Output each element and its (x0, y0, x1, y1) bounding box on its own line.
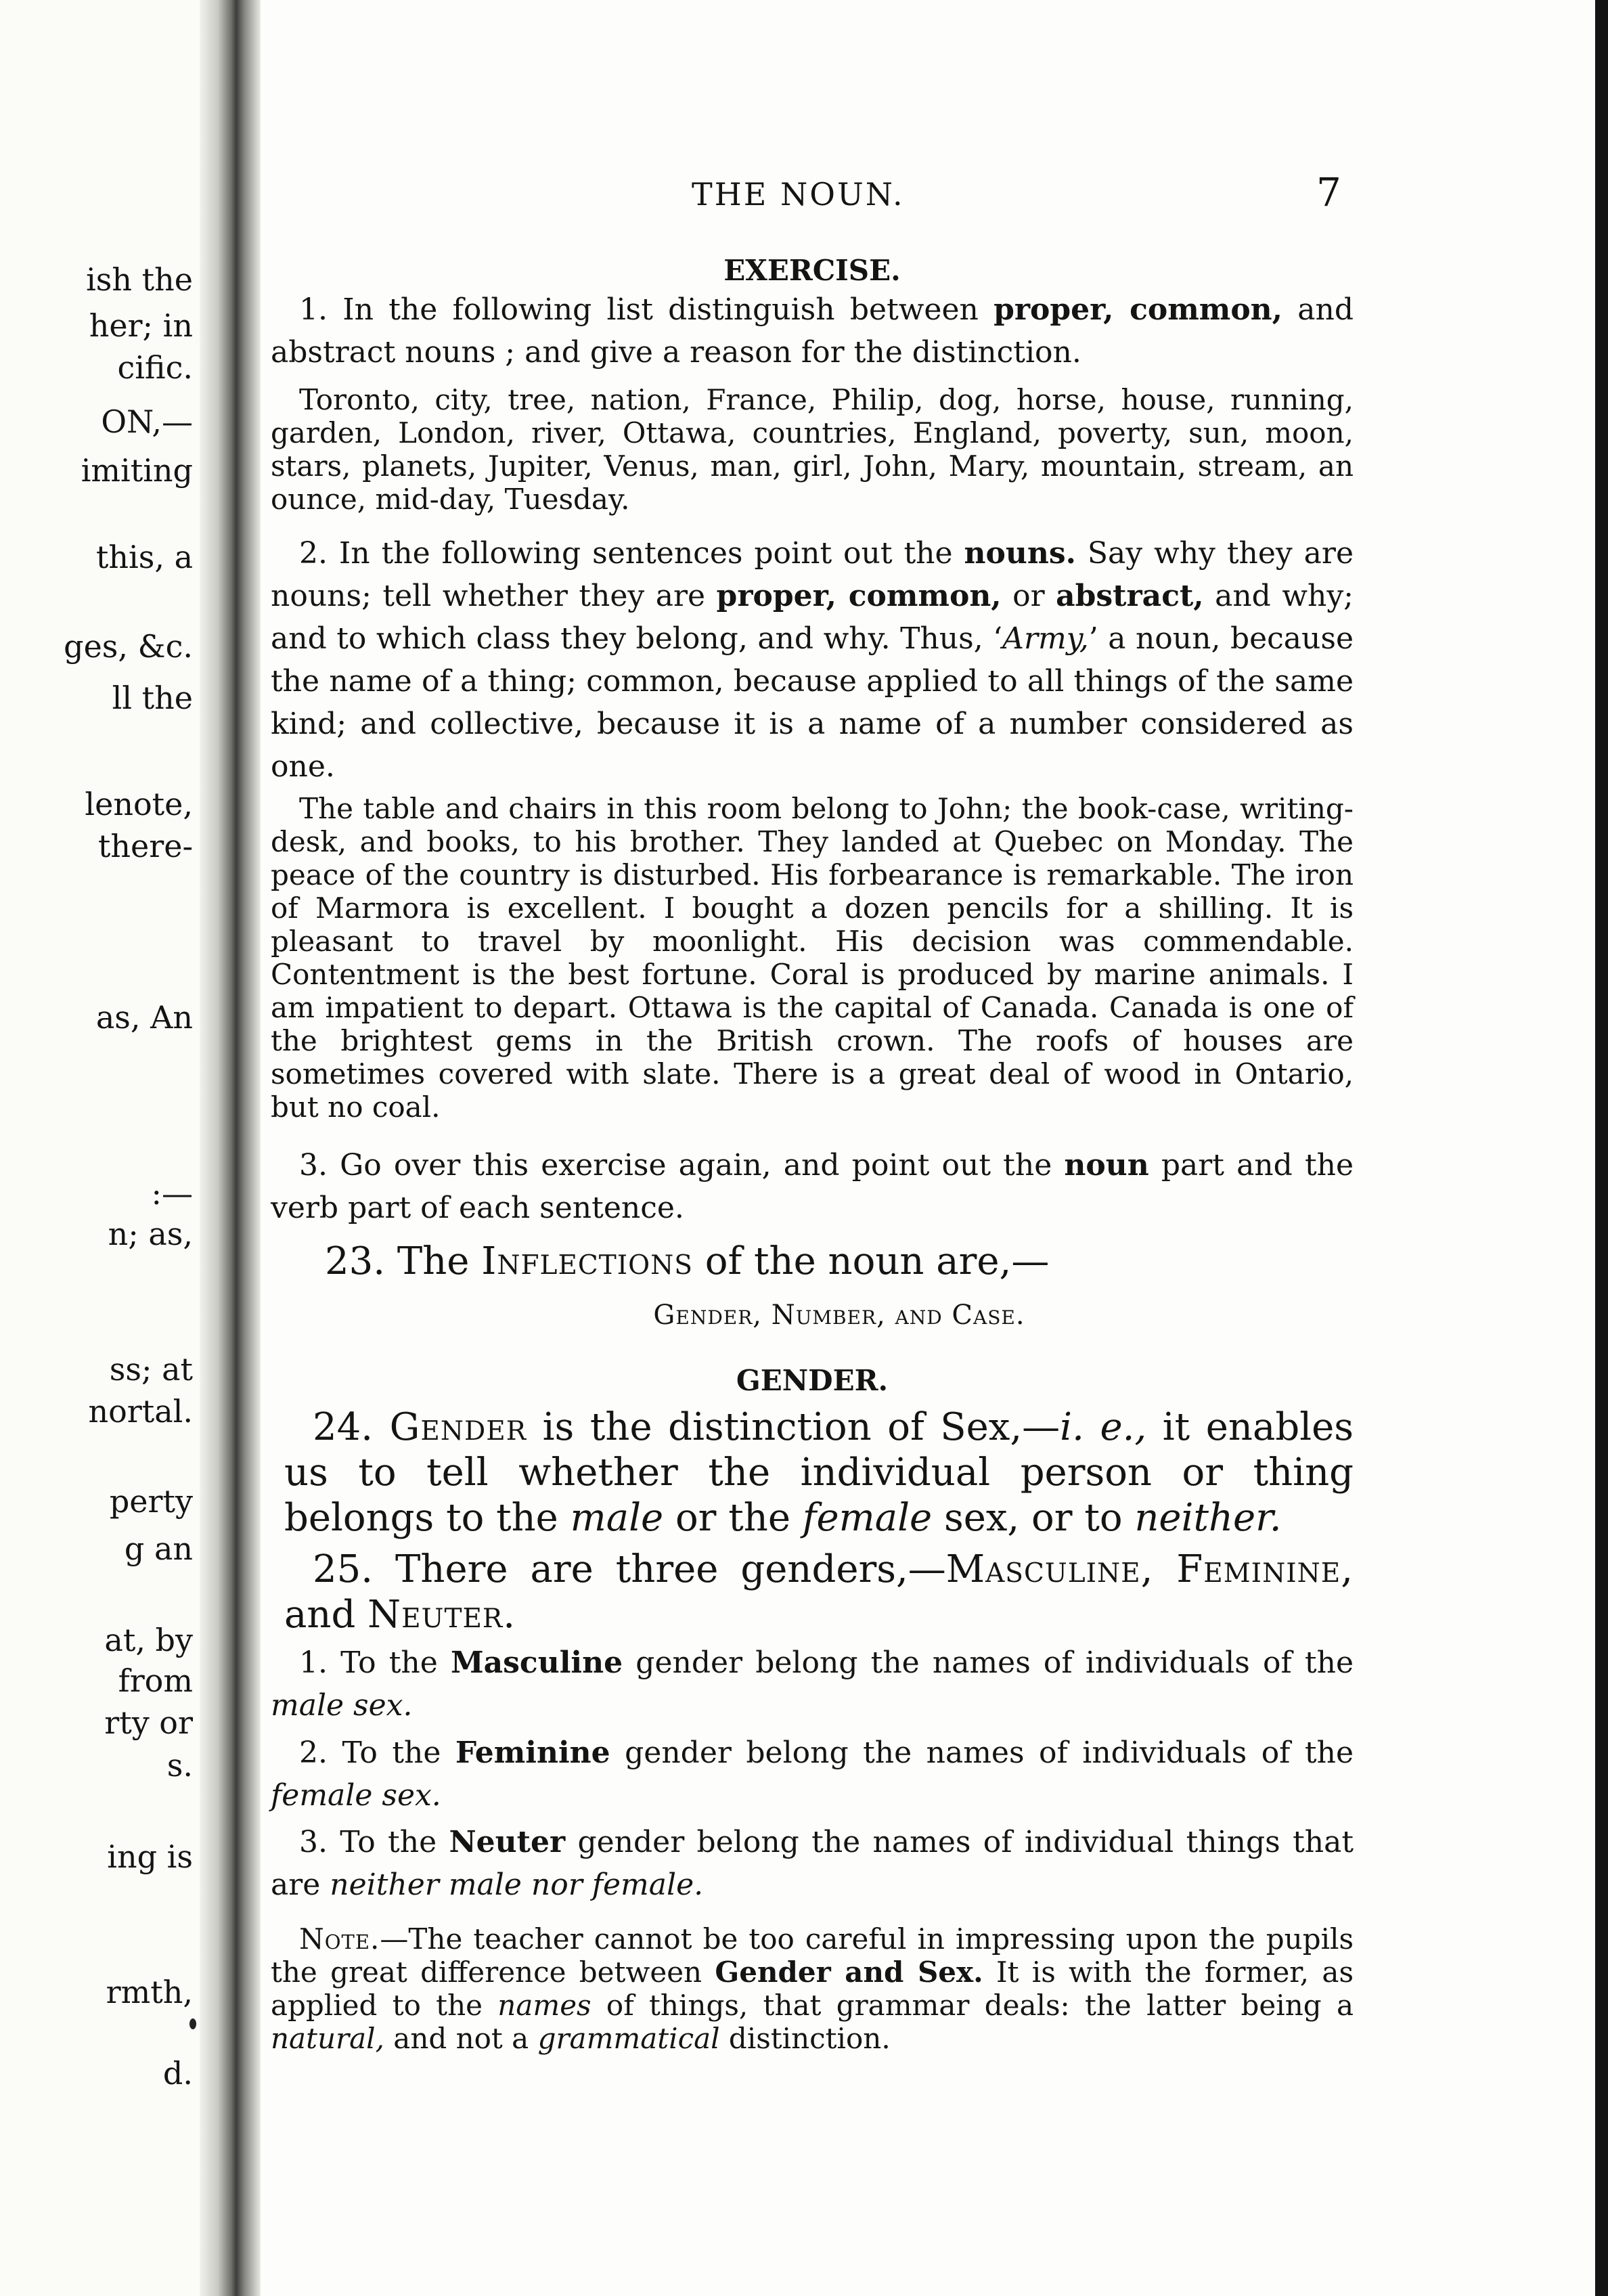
left-margin-line-text: ing is (107, 1838, 193, 1875)
left-margin-line (85, 786, 193, 822)
margin-dot (189, 2018, 196, 2029)
text-run: To the (327, 1646, 451, 1680)
left-margin-line-text: n; as, (108, 1216, 193, 1252)
text-run: It is with the former, as applied to the (271, 1956, 1354, 2022)
gender-heading: GENDER. (736, 1364, 889, 1397)
left-margin-line (81, 452, 193, 489)
left-margin-line (104, 1622, 193, 1658)
text-run: gender belong the names of individuals of the (623, 1646, 1354, 1680)
gender-rule-3 (271, 1821, 1354, 1906)
section-25 (284, 1547, 1354, 1637)
left-margin-line (86, 261, 193, 298)
bold-run: nouns. (964, 536, 1076, 571)
left-margin-line-text: imiting (81, 452, 193, 489)
left-margin-line (101, 403, 193, 440)
left-margin-line (64, 628, 193, 665)
gender-rule-2 (271, 1731, 1354, 1817)
text-run: In the following sentences point out the (327, 536, 964, 571)
section-number: 25. (313, 1547, 374, 1591)
section-24 (284, 1405, 1354, 1541)
left-margin-line-text: :— (151, 1175, 193, 1212)
left-margin-line-text: ll the (112, 680, 193, 716)
left-margin-line-text: perty (109, 1483, 193, 1520)
text-run: is the distinction of Sex,— (527, 1405, 1060, 1449)
left-margin-line (106, 1974, 193, 2010)
left-margin-line (97, 828, 193, 864)
bold-run: abstract, (1056, 579, 1204, 613)
page-edge (1595, 0, 1608, 2296)
left-margin-line (95, 999, 193, 1036)
text-run: and why; and to which class they belong, and why. Thus, ‘ (271, 579, 1354, 656)
text-run: To the (327, 1736, 455, 1770)
text-run: distinction. (719, 2022, 891, 2055)
book-gutter (200, 0, 261, 2296)
italic-run: male sex. (271, 1688, 413, 1723)
italic-run: neither. (1134, 1496, 1282, 1540)
text-run: of things, that grammar deals: the latter being a (591, 1989, 1354, 2022)
text-run: —The teacher cannot be too careful in impressing upon the pupils the great difference between (271, 1922, 1354, 1989)
left-margin-line-text: rty or (104, 1704, 193, 1741)
left-margin-line (95, 539, 193, 575)
bold-run: proper, common, (993, 292, 1282, 327)
text-run: There are three genders,— (373, 1547, 946, 1591)
small-caps-run: Neuter. (367, 1593, 516, 1637)
left-margin-line (109, 1483, 193, 1520)
running-header (271, 169, 1367, 223)
text-run: sex, or to (932, 1496, 1135, 1540)
running-title: THE NOUN. (692, 176, 905, 213)
exercise-item-1 (271, 288, 1354, 374)
section-number: 24. (313, 1405, 374, 1449)
page-number: 7 (1316, 169, 1341, 215)
italic-run: Army, (1002, 621, 1089, 656)
italic-run: female (802, 1496, 933, 1540)
left-margin-line-text: ges, &c. (64, 628, 193, 665)
teacher-note (271, 1922, 1354, 2055)
text-run: of the noun are,— (692, 1239, 1050, 1283)
italic-run: natural, (271, 2022, 384, 2055)
noun-list: Toronto, city, tree, nation, France, Philip, dog, horse, house, running, garden, London, river, Ottawa, countries, England, poverty, sun, moon, stars, planets, Jupiter, Venus, man, girl, John, Mary, mountain, stream, an ounce, mid-day, Tuesday. (271, 383, 1354, 516)
left-margin-line (89, 307, 193, 344)
left-margin-line-text: ON,— (101, 403, 193, 440)
left-margin-line-text: lenote, (85, 786, 193, 822)
left-margin-line-text: there- (97, 828, 193, 864)
left-margin-line-text: cific. (117, 349, 193, 386)
text-run: it enables us to tell whether the individual person or thing belongs to the (284, 1405, 1354, 1540)
italic-run: i. e., (1060, 1405, 1147, 1449)
item-number: 2. (299, 536, 328, 571)
left-margin-line (124, 1530, 193, 1567)
text-run: Go over this exercise again, and point out the (327, 1148, 1065, 1183)
left-margin-line-text: d. (162, 2055, 193, 2092)
note-label: Note. (299, 1922, 380, 1956)
left-margin-line-text: ish the (86, 261, 193, 298)
left-margin-line (117, 349, 193, 386)
left-margin-line-text: s. (166, 1747, 193, 1784)
italic-run: neither male nor female. (330, 1868, 704, 1902)
small-caps-run: Masculine, Feminine, (945, 1547, 1354, 1591)
left-margin-line-text: this, a (95, 539, 193, 575)
small-caps-run: Inflections (481, 1239, 693, 1283)
text-run: To the (327, 1825, 449, 1859)
exercise-item-3 (271, 1144, 1354, 1229)
text-run: In the following list distinguish between (327, 292, 994, 327)
left-margin-line (108, 1218, 193, 1250)
text-run: gender belong the names of individual things that are (271, 1825, 1354, 1902)
gender-rule-1 (271, 1641, 1354, 1727)
italic-run: names (497, 1989, 591, 2022)
left-margin-line-text: her; in (89, 307, 193, 344)
text-run: or (1001, 579, 1056, 613)
bold-run: proper, common, (716, 579, 1002, 613)
text-run: and abstract nouns ; and give a reason for the distinction. (271, 292, 1354, 370)
exercise-item-2 (271, 532, 1354, 788)
example-sentences: The table and chairs in this room belong to John; the book-case, writing-desk, and books, to his brother. They landed at Quebec on Monday. The peace of the country is disturbed. His forbearance is remarkable. The iron of Marmora is excellent. I bought a dozen pencils for a shilling. It is pleasant to travel by moonlight. His decision was commendable. Contentment is the best fortune. Coral is produced by marine animals. I am impatient to depart. Ottawa is the capital of Canada. Canada is one of the brightest gems in the British crown. The roofs of houses are sometimes covered with slate. There is a great deal of wood in Ontario, but no coal. (271, 792, 1354, 1124)
item-number: 1. (299, 1646, 328, 1680)
left-page-fragment (0, 0, 200, 2296)
italic-run: female sex. (271, 1778, 441, 1813)
item-number: 3. (299, 1148, 328, 1183)
text-run: and (284, 1593, 368, 1637)
left-margin-line-text: g an (124, 1530, 193, 1567)
section-23-subline: Gender, Number, and Case. (653, 1300, 1025, 1331)
left-margin-line (109, 1351, 193, 1388)
left-margin-line (151, 1175, 194, 1212)
bold-run: Neuter (449, 1825, 566, 1859)
text-run: gender belong the names of individuals of the (610, 1736, 1354, 1770)
left-margin-line-text: as, An (95, 999, 193, 1036)
left-margin-line (88, 1393, 193, 1430)
italic-run: grammatical (537, 2022, 720, 2055)
text-run: Say why they are nouns; tell whether they are (271, 536, 1354, 613)
text-run: part and the verb part of each sentence. (271, 1148, 1354, 1225)
text-run: and not a (384, 2022, 538, 2055)
left-margin-line (118, 1662, 193, 1699)
left-margin-line-text: ss; at (109, 1351, 193, 1388)
bold-run: noun (1064, 1148, 1149, 1183)
italic-run: male (570, 1496, 664, 1540)
section-23 (325, 1239, 1354, 1284)
left-margin-line-text: nortal. (88, 1393, 193, 1430)
item-number: 2. (299, 1736, 328, 1770)
small-caps-run: Gender (373, 1405, 527, 1449)
left-margin-line (162, 2055, 193, 2092)
text-run: or the (663, 1496, 803, 1540)
bold-run: Gender and Sex. (715, 1956, 983, 1989)
left-margin-line (107, 1838, 193, 1875)
left-margin-line (166, 1747, 193, 1784)
bold-run: Feminine (455, 1736, 610, 1770)
left-margin-line (104, 1704, 193, 1741)
section-number: 23. (325, 1239, 386, 1283)
left-margin-line-text: rmth, (106, 1974, 193, 2010)
item-number: 3. (299, 1825, 328, 1859)
exercise-heading: EXERCISE. (723, 254, 901, 287)
bold-run: Masculine (450, 1646, 623, 1680)
item-number: 1. (299, 292, 328, 327)
left-margin-line (112, 680, 193, 716)
left-margin-line-text: from (118, 1662, 193, 1699)
left-margin-line-text: at, by (104, 1622, 193, 1658)
text-run: ’ a noun, because the name of a thing; common, because applied to all things of the same kind; and collective, because it is a name of a number considered as one. (271, 621, 1354, 784)
text-run: The (385, 1239, 482, 1283)
